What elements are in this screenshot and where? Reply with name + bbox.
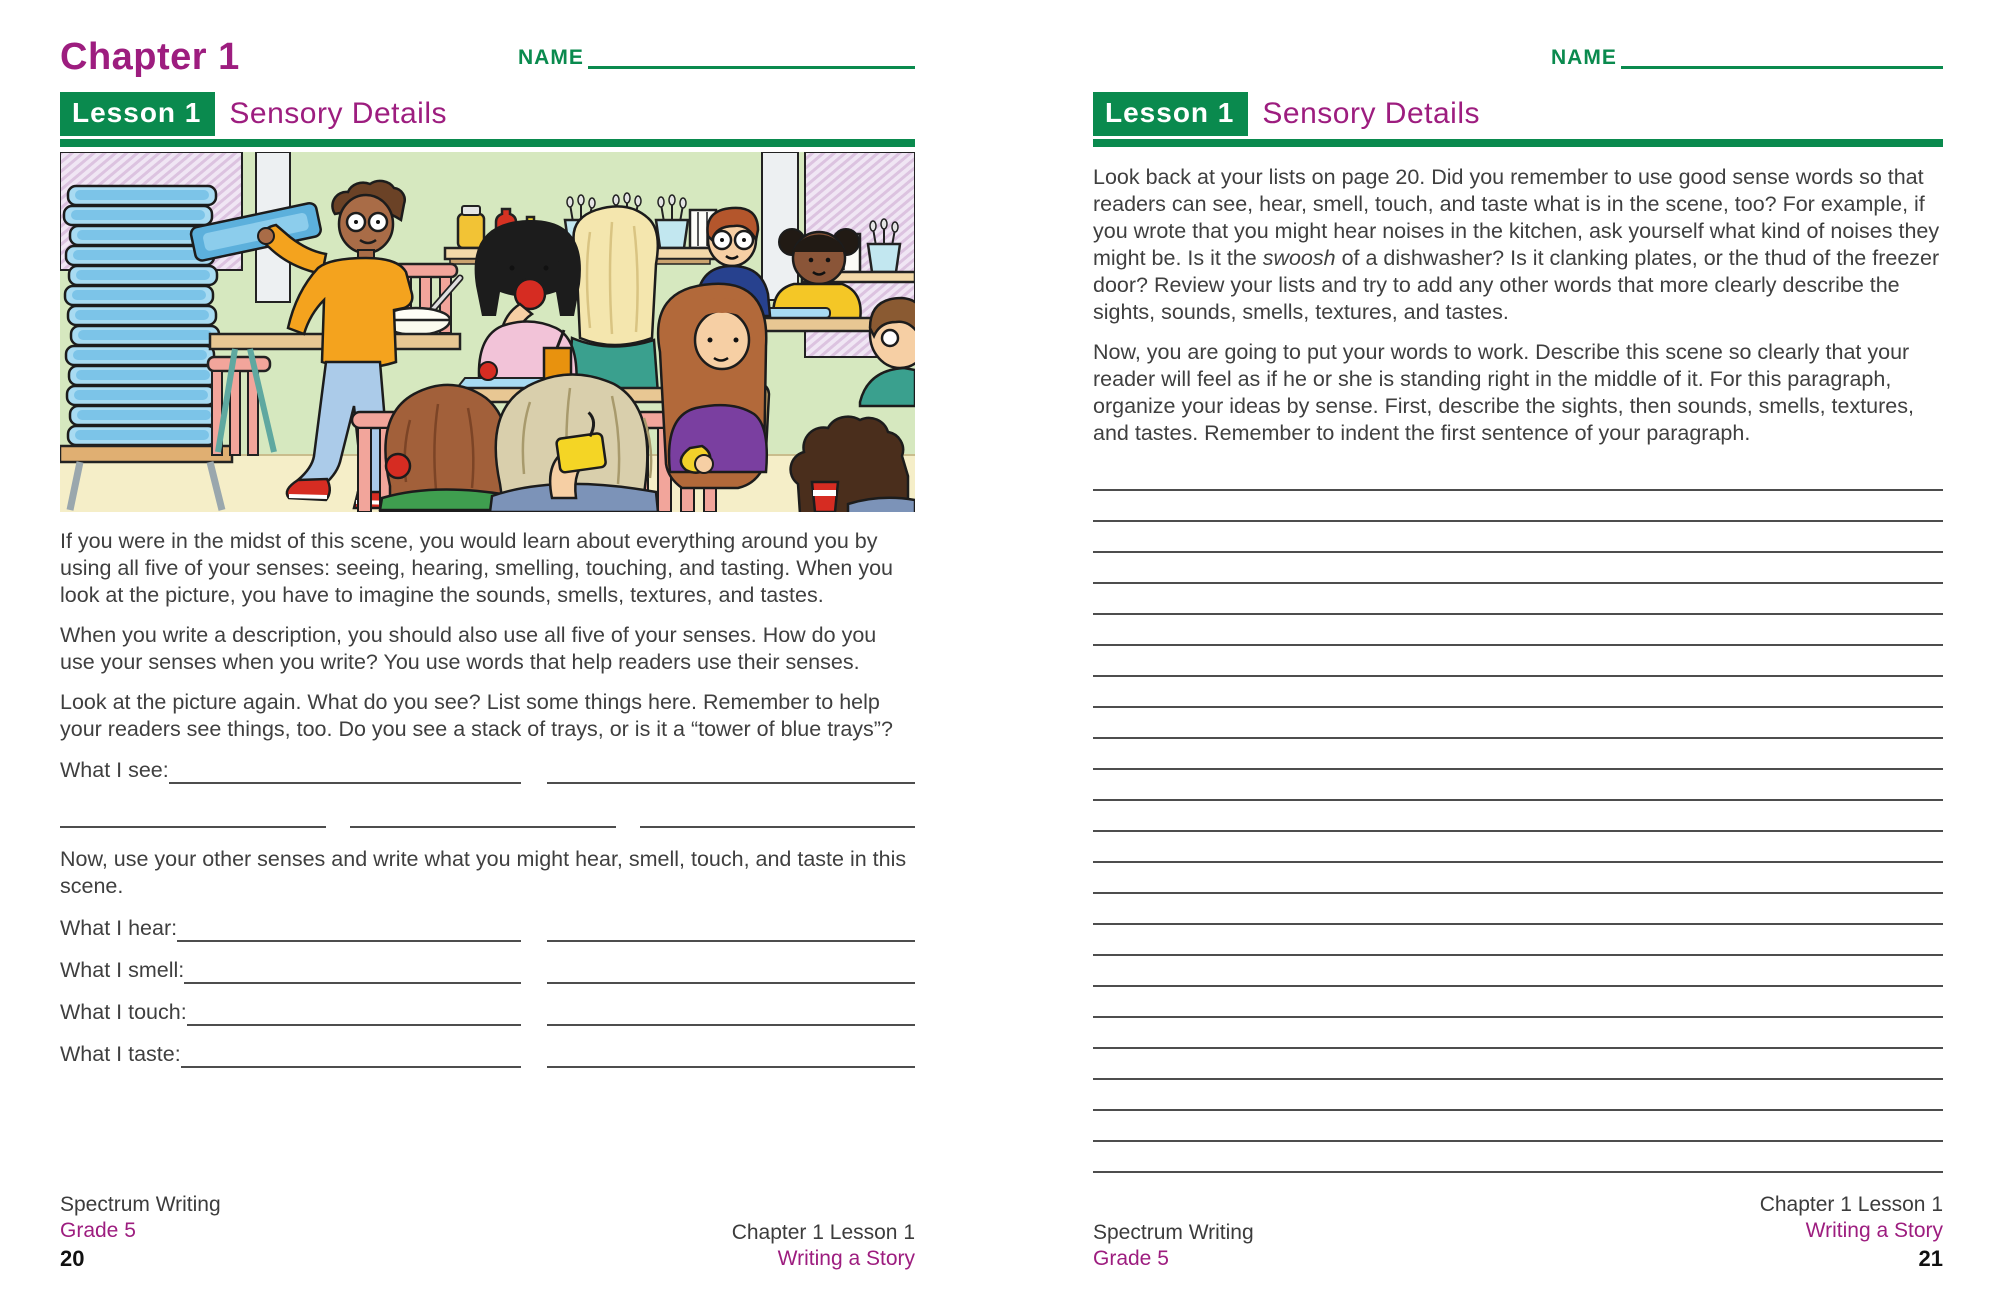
- ruled-writing-line[interactable]: [1093, 1049, 1943, 1080]
- ruled-writing-line[interactable]: [1093, 553, 1943, 584]
- left-page-text: [60, 528, 915, 1068]
- footer-grade: Grade 5: [60, 1219, 136, 1242]
- writing-line[interactable]: [640, 804, 915, 828]
- footer-series: Spectrum Writing: [1093, 1221, 1254, 1244]
- footer-theme: Writing a Story: [777, 1247, 915, 1270]
- instructions-paragraph: Now, you are going to put your words to work. Describe this scene so clearly that your reader will feel as if he or she is standing right in the middle of it. For this paragraph, organize your ideas by sense. First, describe the sights, then sounds, smells, textures, and tastes. Remember to indent the first sentence of your paragraph.: [1093, 340, 1914, 445]
- ruled-writing-line[interactable]: [1093, 1018, 1943, 1049]
- intro-paragraph: When you write a description, you should also use all five of your senses. How do you use your senses when you write? You use words that help readers use their senses.: [60, 623, 877, 674]
- writing-line[interactable]: [184, 958, 521, 984]
- ruled-writing-line[interactable]: [1093, 615, 1943, 646]
- ruled-writing-line[interactable]: [1093, 708, 1943, 739]
- footer-chapter: Chapter 1 Lesson 1: [731, 1221, 915, 1244]
- sense-row: [60, 957, 915, 984]
- ruled-writing-line[interactable]: [1093, 925, 1943, 956]
- left-page-footer: [60, 1192, 915, 1272]
- chapter-title: Chapter 1: [60, 36, 240, 78]
- sense-label: What I taste:: [60, 1042, 181, 1066]
- ruled-writing-line[interactable]: [1093, 863, 1943, 894]
- name-label: NAME: [518, 46, 584, 69]
- ruled-writing-line[interactable]: [1093, 770, 1943, 801]
- ruled-writing-line[interactable]: [1093, 584, 1943, 615]
- now-senses-paragraph: Now, use your other senses and write what you might hear, smell, touch, and taste in this scene.: [60, 847, 907, 898]
- lesson-title: Sensory Details: [1262, 97, 1480, 130]
- review-paragraph: Look back at your lists on page 20. Did you remember to use good sense words so that readers can see, hear, smell, touch, and taste what is in the scene, too? For example, if you wrote that you might hear noises in the kitchen, ask yourself what kind of noises they might be. Is it the swoosh of a dishwasher? Is it clanking plates, or the thud of the freezer door? Review your lists and try to add any other words that more clearly describe the sights, sounds, smells, textures, and tastes.: [1093, 165, 1940, 324]
- lesson-badge: Lesson 1: [1093, 92, 1248, 136]
- footer-series: Spectrum Writing: [60, 1193, 221, 1216]
- writing-line[interactable]: [547, 758, 915, 784]
- writing-line[interactable]: [547, 916, 915, 942]
- italic-swoosh: swoosh: [1262, 246, 1336, 270]
- lesson-badge: Lesson 1: [60, 92, 215, 136]
- sense-row: [60, 999, 915, 1026]
- right-page-text: [1093, 164, 1943, 1173]
- cafeteria-illustration: [60, 152, 915, 512]
- blonde-girl-back: [568, 206, 658, 394]
- page-20: [60, 0, 915, 1298]
- ruled-writing-line[interactable]: [1093, 522, 1943, 553]
- lesson-title: Sensory Details: [229, 97, 447, 130]
- footer-theme: Writing a Story: [1805, 1219, 1943, 1242]
- sense-row: [60, 915, 915, 942]
- page-number: 21: [1918, 1246, 1943, 1271]
- page-21: [1093, 0, 1943, 1298]
- footer-chapter: Chapter 1 Lesson 1: [1759, 1193, 1943, 1216]
- sense-label: What I touch:: [60, 1000, 187, 1024]
- writing-line[interactable]: [169, 758, 521, 784]
- writing-line[interactable]: [177, 916, 521, 942]
- lesson-header: [1093, 92, 1480, 136]
- writing-line[interactable]: [181, 1042, 521, 1068]
- intro-paragraph: Look at the picture again. What do you see? List some things here. Remember to help your readers see things, too. Do you see a stack of trays, or is it a “tower of blue trays”?: [60, 690, 893, 741]
- writing-line[interactable]: [350, 804, 616, 828]
- ruled-writing-line[interactable]: [1093, 1080, 1943, 1111]
- what-i-see-row: [60, 757, 915, 784]
- extra-blank-row: [60, 804, 915, 828]
- writing-line[interactable]: [547, 1000, 915, 1026]
- ruled-writing-line[interactable]: [1093, 677, 1943, 708]
- right-page-footer: [1093, 1192, 1943, 1272]
- page-number: 20: [60, 1246, 85, 1271]
- name-fill-line[interactable]: [588, 46, 915, 69]
- writing-line[interactable]: [187, 1000, 521, 1026]
- ruled-writing-line[interactable]: [1093, 987, 1943, 1018]
- ruled-writing-line[interactable]: [1093, 1142, 1943, 1173]
- ruled-writing-line[interactable]: [1093, 832, 1943, 863]
- sense-row: [60, 1041, 915, 1068]
- ruled-writing-line[interactable]: [1093, 491, 1943, 522]
- footer-grade: Grade 5: [1093, 1247, 1169, 1270]
- ruled-writing-line[interactable]: [1093, 739, 1943, 770]
- sense-fill-rows: [60, 915, 915, 1068]
- intro-paragraph: If you were in the midst of this scene, you would learn about everything around you by using all five of your senses: seeing, hearing, smelling, touching, and tasting. When you look at the picture, you have to imagine the sounds, smells, textures, and tastes.: [60, 529, 894, 607]
- ruled-writing-line[interactable]: [1093, 460, 1943, 491]
- intro-paragraphs: [60, 528, 915, 743]
- writing-line[interactable]: [547, 1042, 915, 1068]
- writing-line[interactable]: [547, 958, 915, 984]
- ruled-writing-line[interactable]: [1093, 956, 1943, 987]
- header-rule: [1093, 139, 1943, 147]
- ruled-writing-line[interactable]: [1093, 646, 1943, 677]
- writing-lines-area: [1093, 460, 1943, 1173]
- what-i-see-label: What I see:: [60, 758, 169, 782]
- ruled-writing-line[interactable]: [1093, 1111, 1943, 1142]
- writing-line[interactable]: [60, 804, 326, 828]
- lesson-header: [60, 92, 447, 136]
- sense-label: What I hear:: [60, 916, 178, 940]
- girl-purple-banana: [658, 284, 767, 488]
- name-field-row: [1551, 46, 1943, 69]
- cafeteria-scene-svg: [60, 152, 915, 512]
- header-rule: [60, 139, 915, 147]
- name-label: NAME: [1551, 46, 1617, 69]
- sense-label: What I smell:: [60, 958, 185, 982]
- name-field-row: [518, 46, 915, 69]
- ruled-writing-line[interactable]: [1093, 801, 1943, 832]
- ruled-writing-line[interactable]: [1093, 894, 1943, 925]
- name-fill-line[interactable]: [1621, 46, 1943, 69]
